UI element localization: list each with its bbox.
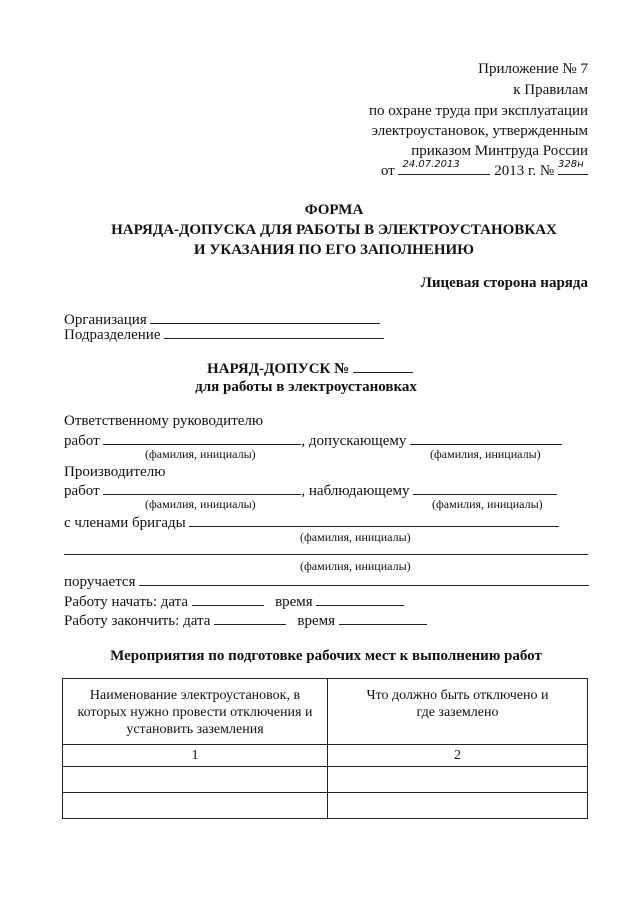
table-cell[interactable] xyxy=(63,767,328,793)
assigned-label: поручается xyxy=(64,574,136,590)
start-date-label: Работу начать: дата xyxy=(64,594,189,610)
permit-number-input[interactable] xyxy=(353,360,413,373)
admitting-label: , допускающему xyxy=(301,433,407,449)
appendix-line: электроустановок, утвержденным xyxy=(371,123,588,139)
year-number-label: 2013 г. № xyxy=(494,163,555,179)
brigade-input-2[interactable] xyxy=(64,542,588,555)
start-time-input[interactable] xyxy=(316,593,404,606)
brigade-input[interactable] xyxy=(189,514,559,527)
permit-title-text: НАРЯД-ДОПУСК № xyxy=(206,361,350,377)
end-row xyxy=(64,612,427,630)
organization-input[interactable] xyxy=(150,311,380,324)
form-title: И УКАЗАНИЯ ПО ЕГО ЗАПОЛНЕНИЮ xyxy=(193,242,475,258)
column-header: Что должно быть отключено и где заземлено xyxy=(328,679,588,745)
producer-input[interactable] xyxy=(103,482,301,495)
responsible-label: Ответственному руководителю xyxy=(64,413,264,429)
start-row xyxy=(64,593,404,611)
caption: (фамилия, инициалы) xyxy=(300,559,411,573)
handwritten-number: 328н xyxy=(558,159,584,170)
column-number: 1 xyxy=(63,745,328,767)
appendix-line: Приложение № 7 xyxy=(478,61,588,77)
assigned-input[interactable] xyxy=(139,573,589,586)
permit-title xyxy=(0,360,630,378)
appendix-line: к Правилам xyxy=(513,82,588,98)
observing-input[interactable] xyxy=(413,482,557,495)
brigade-label: с членами бригады xyxy=(64,515,186,531)
organization-label: Организация xyxy=(64,312,147,328)
appendix-line: приказом Минтруда России xyxy=(411,143,588,159)
appendix-line: по охране труда при эксплуатации xyxy=(368,103,588,119)
table-cell[interactable] xyxy=(328,793,588,819)
producer-label: Производителю xyxy=(64,464,166,480)
observing-label: , наблюдающему xyxy=(301,483,410,499)
start-time-label: время xyxy=(275,594,313,610)
assigned-row xyxy=(64,573,589,591)
column-number: 2 xyxy=(328,745,588,767)
caption: (фамилия, инициалы) xyxy=(145,447,256,461)
end-time-label: время xyxy=(297,613,336,629)
end-time-input[interactable] xyxy=(339,612,427,625)
end-date-label: Работу закончить: дата xyxy=(64,613,211,629)
front-side-label: Лицевая сторона наряда xyxy=(420,275,588,291)
appendix-date-line xyxy=(380,159,588,180)
division-label: Подразделение xyxy=(64,327,161,343)
caption: (фамилия, инициалы) xyxy=(145,497,256,511)
form-title: ФОРМА xyxy=(304,202,364,218)
table-cell[interactable] xyxy=(63,793,328,819)
permit-subtitle: для работы в электроустановках xyxy=(195,379,417,395)
division-field xyxy=(64,326,384,344)
caption: (фамилия, инициалы) xyxy=(432,497,543,511)
measures-table xyxy=(62,678,588,819)
date-prefix: от xyxy=(380,163,395,179)
division-input[interactable] xyxy=(164,326,384,339)
admitting-input[interactable] xyxy=(410,432,562,445)
responsible-input[interactable] xyxy=(103,432,301,445)
end-date-input[interactable] xyxy=(214,612,286,625)
start-date-input[interactable] xyxy=(192,593,264,606)
caption: (фамилия, инициалы) xyxy=(300,530,411,544)
column-header: Наименование электроустановок, в которых нужно провести отключения и установить заземления xyxy=(63,679,328,745)
caption: (фамилия, инициалы) xyxy=(430,447,541,461)
works-label: работ xyxy=(64,483,100,499)
works-label: работ xyxy=(64,433,100,449)
handwritten-date: 24.07.2013 xyxy=(402,159,460,170)
table-cell[interactable] xyxy=(328,767,588,793)
form-title: НАРЯДА-ДОПУСКА ДЛЯ РАБОТЫ В ЭЛЕКТРОУСТАНОВКАХ xyxy=(111,222,557,238)
measures-heading: Мероприятия по подготовке рабочих мест к выполнению работ xyxy=(110,648,542,664)
